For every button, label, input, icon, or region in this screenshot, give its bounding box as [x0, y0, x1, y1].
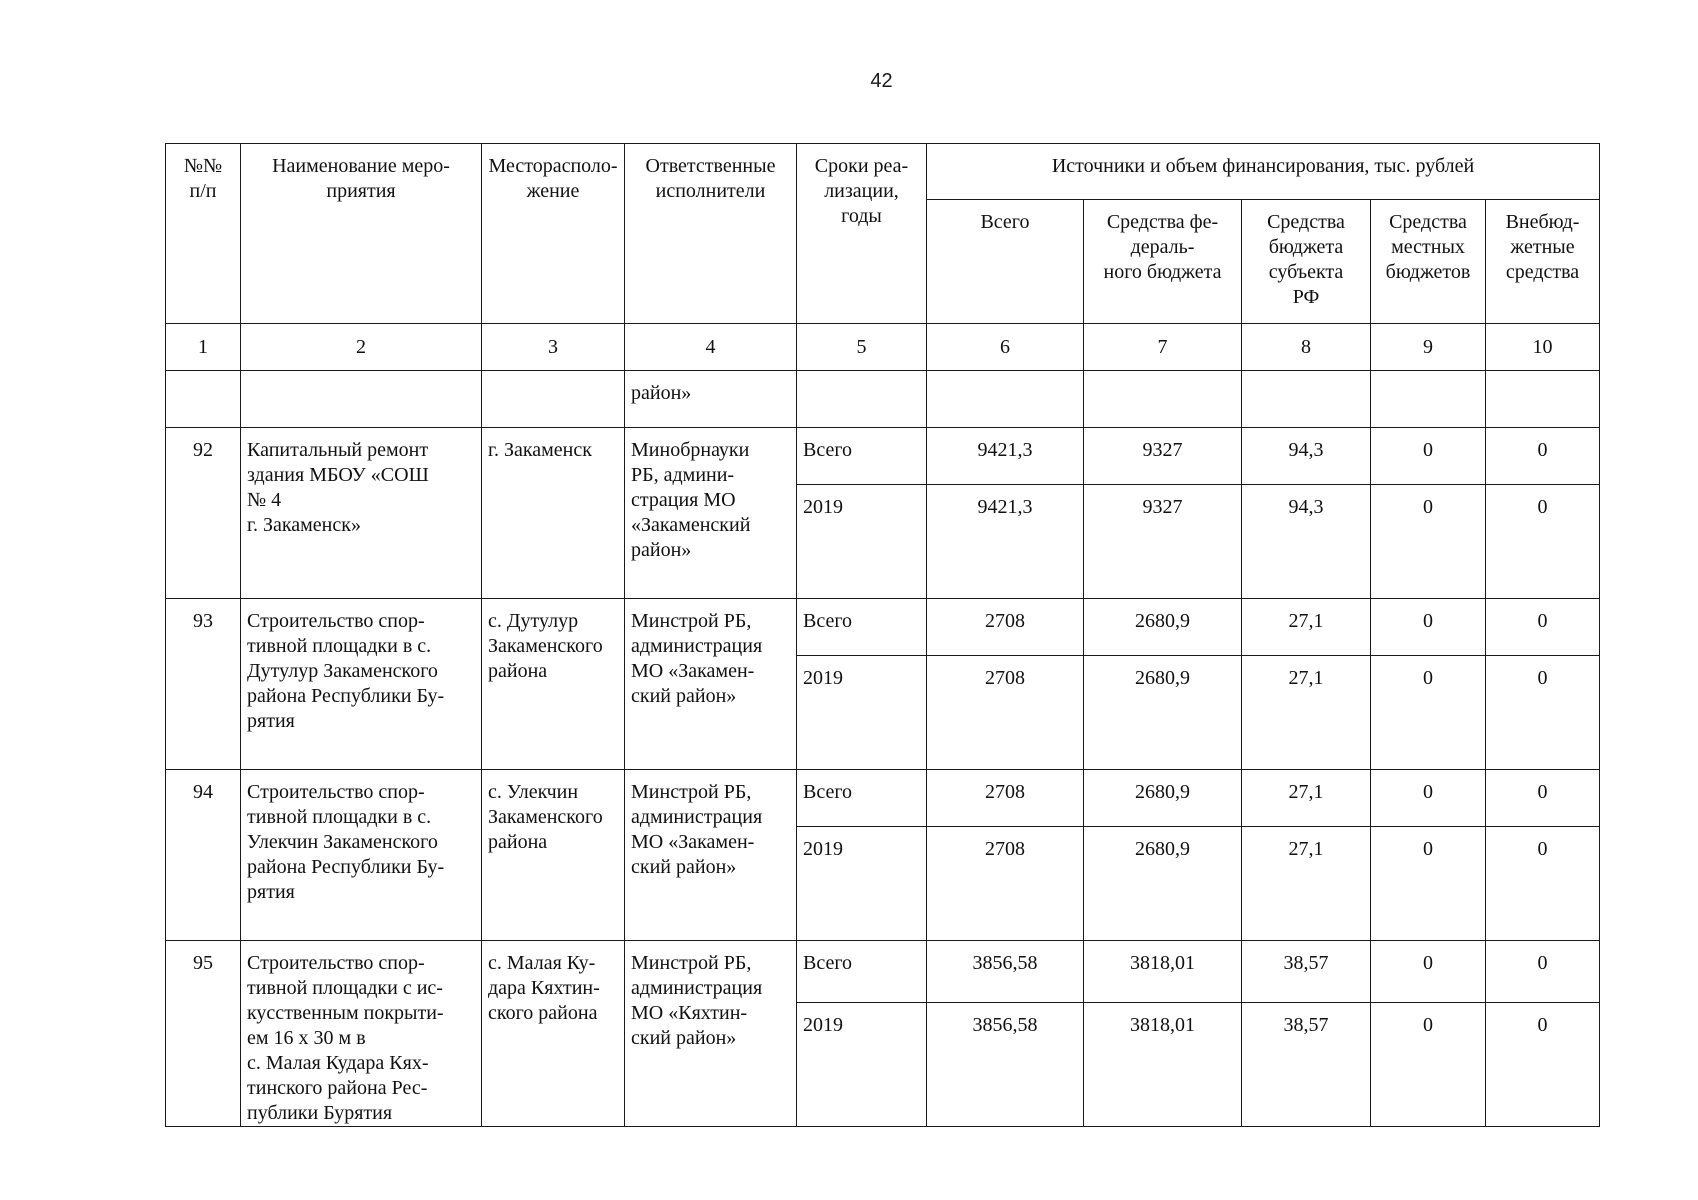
responsible-line: Минобрнауки [631, 439, 750, 461]
column-number: 3 [482, 324, 625, 371]
header-col-num: №№ п/п [166, 144, 241, 324]
row-local: 0 [1371, 656, 1486, 770]
responsible-line: администрация [631, 806, 763, 828]
location-line: г. Закаменск [488, 439, 592, 461]
row-term: 2019 [797, 827, 927, 941]
event-name-line: тивной площадки с ис- [247, 977, 443, 999]
row-location [482, 770, 625, 941]
header-row-main [166, 144, 1600, 200]
responsible-line: Минстрой РБ, [631, 781, 752, 803]
row-term: Всего [797, 428, 927, 485]
location-line: Закаменского [488, 635, 603, 657]
row-total: 2708 [927, 827, 1084, 941]
column-number: 9 [1371, 324, 1486, 371]
event-name-line: района Республики Бу- [247, 685, 445, 707]
table-row [166, 941, 1600, 1003]
row-subject: 27,1 [1242, 656, 1371, 770]
event-name-line: Капитальный ремонт [247, 439, 429, 461]
event-name-line: Дутулур Закаменского [247, 660, 438, 682]
row-responsible [625, 428, 797, 599]
row-federal: 3818,01 [1084, 941, 1242, 1003]
row-total: 9421,3 [927, 485, 1084, 599]
row-local: 0 [1371, 485, 1486, 599]
event-name-line: тинского района Рес- [247, 1077, 428, 1099]
event-name-line: Строительство спор- [247, 952, 425, 974]
table-row [166, 428, 1600, 485]
row-extra: 0 [1486, 428, 1600, 485]
row-extra: 0 [1486, 485, 1600, 599]
row-responsible [625, 770, 797, 941]
row-local: 0 [1371, 770, 1486, 827]
column-number: 5 [797, 324, 927, 371]
responsible-line: Минстрой РБ, [631, 610, 752, 632]
location-line: ского района [488, 1002, 598, 1024]
event-name-line: Строительство спор- [247, 610, 425, 632]
row-local: 0 [1371, 599, 1486, 656]
row-subject: 27,1 [1242, 827, 1371, 941]
responsible-line: Минстрой РБ, [631, 952, 752, 974]
empty-cell [1486, 371, 1600, 428]
event-name-line: района Республики Бу- [247, 856, 445, 878]
row-total: 9421,3 [927, 428, 1084, 485]
event-name-line: Строительство спор- [247, 781, 425, 803]
row-federal: 2680,9 [1084, 827, 1242, 941]
row-term: Всего [797, 941, 927, 1003]
responsible-line: «Закаменский [631, 514, 751, 536]
row-total: 2708 [927, 599, 1084, 656]
responsible-line: РБ, админи- [631, 464, 735, 486]
row-subject: 27,1 [1242, 599, 1371, 656]
responsible-line: ский район» [631, 1027, 737, 1049]
row-local: 0 [1371, 1003, 1486, 1127]
row-federal: 2680,9 [1084, 656, 1242, 770]
responsible-line: ский район» [631, 685, 737, 707]
row-federal: 2680,9 [1084, 770, 1242, 827]
location-line: Закаменского [488, 806, 603, 828]
row-total: 2708 [927, 656, 1084, 770]
row-federal: 2680,9 [1084, 599, 1242, 656]
row-local: 0 [1371, 941, 1486, 1003]
row-location [482, 428, 625, 599]
row-total: 2708 [927, 770, 1084, 827]
column-number: 1 [166, 324, 241, 371]
row-subject: 94,3 [1242, 428, 1371, 485]
row-number: 92 [166, 428, 241, 599]
location-line: района [488, 831, 548, 853]
event-name-line: ем 16 х 30 м в [247, 1027, 366, 1049]
row-location [482, 941, 625, 1127]
row-responsible [625, 941, 797, 1127]
row-term: Всего [797, 599, 927, 656]
event-name-line: тивной площадки в с. [247, 635, 432, 657]
row-subject: 94,3 [1242, 485, 1371, 599]
responsible-line: ский район» [631, 856, 737, 878]
column-number: 10 [1486, 324, 1600, 371]
financing-table [165, 143, 1600, 1127]
row-extra: 0 [1486, 1003, 1600, 1127]
column-number: 8 [1242, 324, 1371, 371]
row-extra: 0 [1486, 770, 1600, 827]
row-extra: 0 [1486, 941, 1600, 1003]
event-name-line: г. Закаменск» [247, 514, 361, 536]
event-name-line: рятия [247, 710, 295, 732]
row-extra: 0 [1486, 656, 1600, 770]
event-name-line: кусственным покрыти- [247, 1002, 444, 1024]
event-name-line: рятия [247, 881, 295, 903]
header-extra: Внебюд- жетные средства [1486, 200, 1600, 324]
column-number: 2 [241, 324, 482, 371]
event-name-line: тивной площадки в с. [247, 806, 432, 828]
column-number: 7 [1084, 324, 1242, 371]
row-extra: 0 [1486, 599, 1600, 656]
empty-cell [927, 371, 1084, 428]
header-funding: Источники и объем финансирования, тыс. рублей [927, 144, 1600, 200]
header-local: Средства местных бюджетов [1371, 200, 1486, 324]
header-col-place: Месторасполо- жение [482, 144, 625, 324]
row-term: Всего [797, 770, 927, 827]
responsible-line: администрация [631, 635, 763, 657]
empty-cell [1242, 371, 1371, 428]
row-number: 93 [166, 599, 241, 770]
row-subject: 38,57 [1242, 1003, 1371, 1127]
empty-cell [166, 371, 241, 428]
location-line: с. Малая Ку- [488, 952, 596, 974]
row-local: 0 [1371, 428, 1486, 485]
table-row [166, 770, 1600, 827]
row-federal: 3818,01 [1084, 1003, 1242, 1127]
header-col-name: Наименование меро- приятия [241, 144, 482, 324]
responsible-line: район» [631, 539, 692, 561]
row-responsible [625, 599, 797, 770]
responsible-line: администрация [631, 977, 763, 999]
table-row [166, 599, 1600, 656]
row-term: 2019 [797, 485, 927, 599]
column-number: 4 [625, 324, 797, 371]
continuation-row [166, 371, 1600, 428]
row-extra: 0 [1486, 827, 1600, 941]
empty-cell [1084, 371, 1242, 428]
column-number: 6 [927, 324, 1084, 371]
header-federal: Средства фе- дераль- ного бюджета [1084, 200, 1242, 324]
location-line: с. Улекчин [488, 781, 579, 803]
responsible-line: МО «Закамен- [631, 831, 755, 853]
event-name-line: Улекчин Закаменского [247, 831, 438, 853]
row-subject: 27,1 [1242, 770, 1371, 827]
row-total: 3856,58 [927, 1003, 1084, 1127]
row-number: 94 [166, 770, 241, 941]
location-line: района [488, 660, 548, 682]
row-number: 95 [166, 941, 241, 1127]
empty-cell [1371, 371, 1486, 428]
empty-cell [797, 371, 927, 428]
row-term: 2019 [797, 656, 927, 770]
row-event-name [241, 428, 482, 599]
empty-cell [482, 371, 625, 428]
header-total: Всего [927, 200, 1084, 324]
row-event-name [241, 599, 482, 770]
row-federal: 9327 [1084, 485, 1242, 599]
header-col-term: Сроки реа- лизации, годы [797, 144, 927, 324]
responsible-line: МО «Кяхтин- [631, 1002, 748, 1024]
event-name-line: публики Бурятия [247, 1102, 393, 1124]
empty-cell [241, 371, 482, 428]
column-numbers-row [166, 324, 1600, 371]
location-line: с. Дутулур [488, 610, 579, 632]
responsible-line: МО «Закамен- [631, 660, 755, 682]
event-name-line: здания МБОУ «СОШ [247, 464, 429, 486]
row-total: 3856,58 [927, 941, 1084, 1003]
responsible-line: страция МО [631, 489, 736, 511]
location-line: дара Кяхтин- [488, 977, 600, 999]
row-federal: 9327 [1084, 428, 1242, 485]
continuation-responsible: район» [625, 371, 797, 428]
row-term: 2019 [797, 1003, 927, 1127]
row-local: 0 [1371, 827, 1486, 941]
header-col-responsible: Ответственные исполнители [625, 144, 797, 324]
row-location [482, 599, 625, 770]
event-name-line: № 4 [247, 489, 282, 511]
page-number: 42 [870, 70, 893, 92]
event-name-line: с. Малая Кудара Кях- [247, 1052, 429, 1074]
row-event-name [241, 770, 482, 941]
header-subject: Средства бюджета субъекта РФ [1242, 200, 1371, 324]
row-subject: 38,57 [1242, 941, 1371, 1003]
row-event-name [241, 941, 482, 1127]
